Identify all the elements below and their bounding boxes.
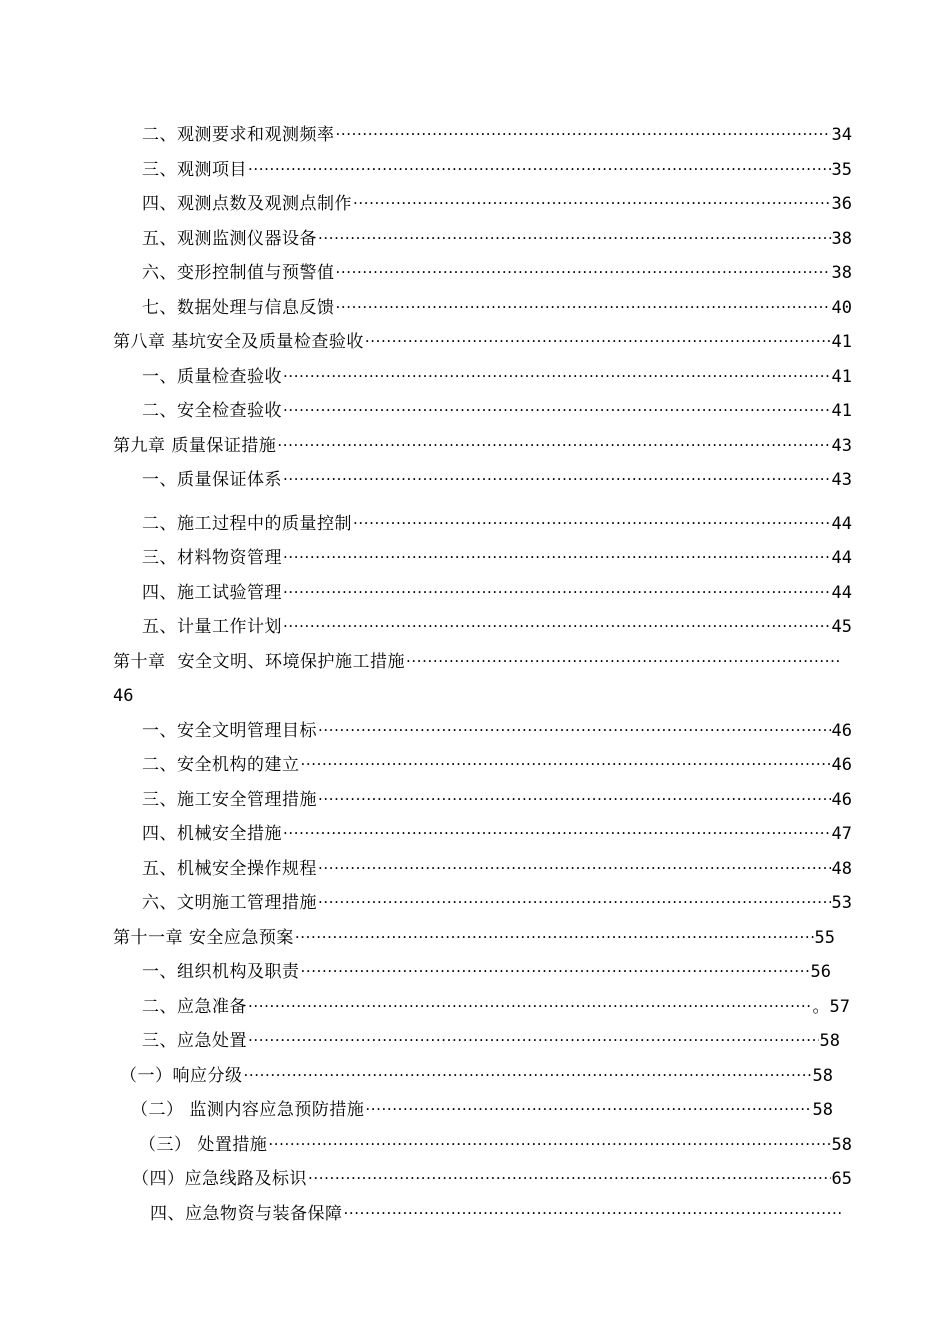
- toc-entry-page: 44: [831, 548, 852, 569]
- toc-entry-page: 34: [831, 125, 852, 146]
- toc-entry-page: 58: [812, 1065, 833, 1086]
- toc-entry-page: 55: [814, 927, 835, 948]
- toc-entry[interactable]: [0, 748, 852, 783]
- toc-entry-title: 五、观测监测仪器设备: [142, 228, 317, 249]
- dot-leader: [268, 1135, 830, 1155]
- dot-leader: [283, 583, 831, 603]
- toc-entry[interactable]: [0, 783, 852, 818]
- dot-leader: [344, 1204, 842, 1224]
- dot-leader: [318, 790, 831, 810]
- toc-entry-page: 41: [831, 366, 852, 387]
- toc-entry-title: 四、施工试验管理: [142, 582, 282, 603]
- toc-entry-title: 第十章: [113, 651, 166, 672]
- toc-entry[interactable]: [0, 852, 852, 887]
- toc-entry-title: 一、组织机构及职责: [142, 962, 300, 983]
- toc-chapter-entry[interactable]: [0, 645, 842, 680]
- toc-entry-title: 二、观测要求和观测频率: [142, 125, 335, 146]
- toc-entry[interactable]: [0, 714, 852, 749]
- dot-leader: [248, 997, 812, 1017]
- toc-entry-title: 第八章 基坑安全及质量检查验收: [113, 332, 364, 353]
- toc-entry-page: 44: [831, 582, 852, 603]
- dot-leader: [406, 652, 841, 672]
- toc-entry-page: 58: [831, 1134, 852, 1155]
- toc-chapter-entry[interactable]: [0, 921, 835, 956]
- toc-entry[interactable]: [0, 187, 852, 222]
- toc-entry-title: 一、质量检查验收: [142, 366, 282, 387]
- dot-leader: [353, 194, 831, 214]
- dot-leader: [318, 893, 831, 913]
- dot-leader: [248, 1031, 819, 1051]
- toc-entry-title: 第十一章 安全应急预案: [113, 927, 294, 948]
- toc-entry-title: 二、施工过程中的质量控制: [142, 513, 352, 534]
- toc-entry-page: 53: [831, 893, 852, 914]
- toc-entry-title: 二、应急准备: [142, 996, 247, 1017]
- toc-entry-page: 46: [831, 720, 852, 741]
- toc-entry[interactable]: [0, 610, 852, 645]
- toc-entry-title: 二、安全机构的建立: [142, 755, 300, 776]
- toc-entry-title: 一、质量保证体系: [142, 470, 282, 491]
- toc-entry-title: 三、应急处置: [142, 1031, 247, 1052]
- toc-entry-title: 三、施工安全管理措施: [142, 789, 317, 810]
- dot-leader: [283, 548, 831, 568]
- toc-entry-page: 35: [831, 159, 852, 180]
- toc-entry-page: 47: [831, 824, 852, 845]
- toc-entry-page: 45: [831, 617, 852, 638]
- dot-leader: [244, 1066, 812, 1086]
- toc-entry-title: （三） 处置措施: [139, 1134, 268, 1155]
- toc-entry-page: 65: [831, 1169, 852, 1190]
- toc-entry-page: 46: [831, 789, 852, 810]
- dot-leader: [283, 824, 831, 844]
- dot-leader: [336, 125, 831, 145]
- toc-entry-page: 48: [831, 858, 852, 879]
- toc-entry-title-rest: 安全文明、环境保护施工措施: [177, 651, 405, 672]
- toc-wrapped-page-line: [0, 679, 950, 714]
- toc-entry-page: 38: [831, 228, 852, 249]
- toc-entry-page: 56: [810, 962, 831, 983]
- toc-entry-page: 36: [831, 194, 852, 215]
- toc-entry[interactable]: [0, 1059, 833, 1094]
- toc-entry-title: 六、变形控制值与预警值: [142, 263, 335, 284]
- toc-entry-page: 58: [819, 1031, 840, 1052]
- dot-leader: [283, 470, 831, 490]
- toc-entry-title: （一）响应分级: [120, 1065, 243, 1086]
- toc-chapter-entry[interactable]: [0, 325, 852, 360]
- dot-leader: [318, 859, 831, 879]
- toc-entry-title: 二、安全检查验收: [142, 401, 282, 422]
- dot-leader: [365, 332, 831, 352]
- toc-entry-title: 三、材料物资管理: [142, 548, 282, 569]
- dot-leader: [301, 962, 810, 982]
- dot-leader: [283, 617, 831, 637]
- toc-entry-title: 四、机械安全措施: [142, 824, 282, 845]
- toc-entry-page: 41: [831, 332, 852, 353]
- dot-leader: [365, 1100, 811, 1120]
- dot-leader: [248, 160, 831, 180]
- dot-leader: [308, 1169, 831, 1189]
- toc-entry-page: 46: [113, 686, 134, 707]
- toc-entry[interactable]: [0, 153, 852, 188]
- toc-entry-page: 41: [831, 401, 852, 422]
- toc-entry-page: 40: [831, 297, 852, 318]
- toc-chapter-entry[interactable]: [0, 429, 852, 464]
- toc-entry[interactable]: [0, 1128, 852, 1163]
- toc-entry-title: （四）应急线路及标识: [132, 1169, 307, 1190]
- toc-entry-page: 58: [812, 1100, 833, 1121]
- toc-entry-title: 七、数据处理与信息反馈: [142, 297, 335, 318]
- toc-entry[interactable]: [0, 1162, 852, 1197]
- toc-entry[interactable]: [0, 463, 852, 498]
- toc-entry-page: 38: [831, 263, 852, 284]
- dot-leader: [277, 436, 830, 456]
- toc-entry-page: 。57: [812, 996, 850, 1017]
- toc-entry[interactable]: [0, 886, 852, 921]
- toc-entry[interactable]: [0, 222, 852, 257]
- dot-leader: [318, 721, 831, 741]
- toc-entry-page: 46: [831, 755, 852, 776]
- toc-entry[interactable]: [0, 394, 852, 429]
- dot-leader: [295, 928, 814, 948]
- toc-entry[interactable]: [0, 990, 850, 1025]
- toc-entry[interactable]: [0, 507, 852, 542]
- toc-entry[interactable]: [0, 1197, 842, 1232]
- toc-entry[interactable]: [0, 817, 852, 852]
- toc-entry-page: 43: [831, 470, 852, 491]
- dot-leader: [353, 514, 831, 534]
- toc-entry-page: 43: [831, 435, 852, 456]
- toc-entry[interactable]: [0, 541, 852, 576]
- dot-leader: [283, 401, 831, 421]
- table-of-contents: [0, 118, 950, 1231]
- dot-leader: [283, 367, 831, 387]
- dot-leader: [301, 755, 831, 775]
- toc-entry-page: 44: [831, 513, 852, 534]
- toc-entry[interactable]: [0, 360, 852, 395]
- dot-leader: [318, 229, 831, 249]
- toc-entry-title: 三、观测项目: [142, 159, 247, 180]
- toc-entry-title: 一、安全文明管理目标: [142, 720, 317, 741]
- toc-entry-title: （二） 监测内容应急预防措施: [131, 1100, 365, 1121]
- toc-entry[interactable]: [0, 291, 852, 326]
- dot-leader: [336, 263, 831, 283]
- toc-entry-title: 五、机械安全操作规程: [142, 858, 317, 879]
- toc-entry-title: 六、文明施工管理措施: [142, 893, 317, 914]
- toc-entry[interactable]: [0, 576, 852, 611]
- toc-entry-title: 四、观测点数及观测点制作: [142, 194, 352, 215]
- toc-entry[interactable]: [0, 1093, 833, 1128]
- toc-entry[interactable]: [0, 1024, 840, 1059]
- toc-entry[interactable]: [0, 955, 831, 990]
- toc-entry[interactable]: [0, 256, 852, 291]
- toc-entry[interactable]: [0, 118, 852, 153]
- toc-entry-title: 四、应急物资与装备保障: [150, 1203, 343, 1224]
- toc-entry-title: 第九章 质量保证措施: [113, 435, 277, 456]
- toc-entry-title: 五、计量工作计划: [142, 617, 282, 638]
- dot-leader: [336, 298, 831, 318]
